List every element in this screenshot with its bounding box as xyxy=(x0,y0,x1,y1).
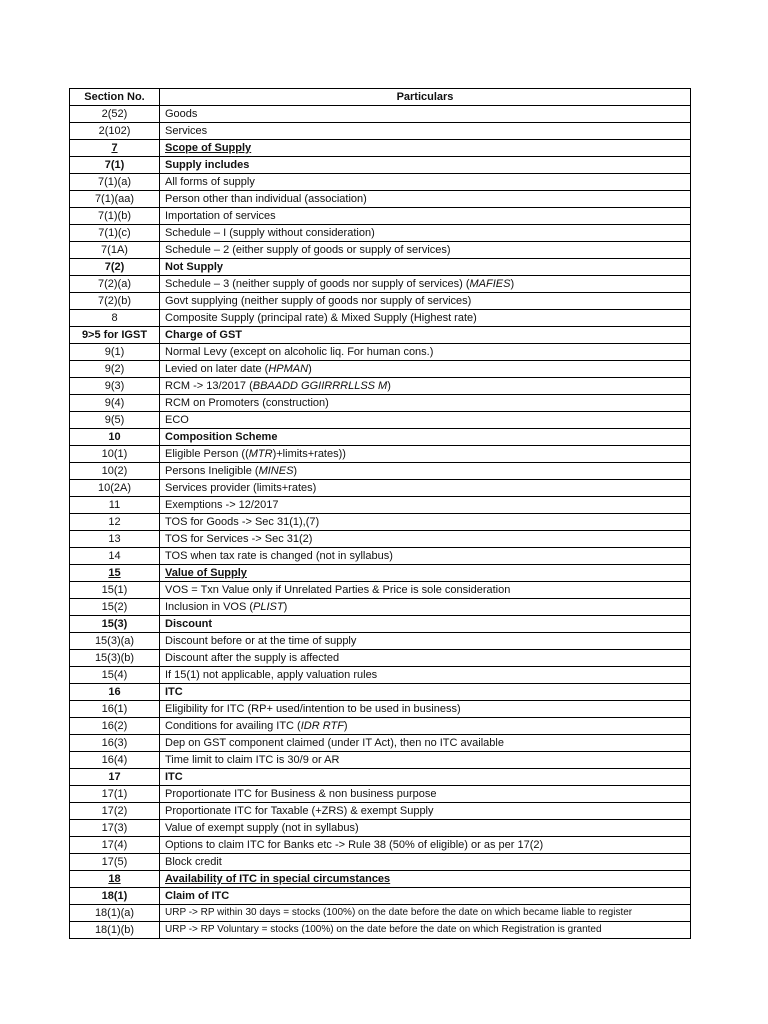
section-number-cell: 7(1)(a) xyxy=(70,174,160,191)
particulars-text: Composition Scheme xyxy=(165,431,278,443)
particulars-text: TOS for Goods -> Sec 31(1),(7) xyxy=(165,516,320,528)
particulars-text: Discount after the supply is affected xyxy=(165,652,340,664)
table-row xyxy=(70,429,691,446)
table-row xyxy=(70,446,691,463)
section-number-cell: 17(1) xyxy=(70,786,160,803)
table-row xyxy=(70,480,691,497)
particulars-cell xyxy=(160,718,691,735)
mnemonic-text: PLIST xyxy=(253,601,284,613)
section-number-cell: 9(4) xyxy=(70,395,160,412)
section-number-cell: 15 xyxy=(70,565,160,582)
mnemonic-text: MTR xyxy=(248,448,273,460)
table-row xyxy=(70,769,691,786)
particulars-text: URP -> RP Voluntary = stocks (100%) on the date before the date on which Registration is granted xyxy=(165,924,602,935)
particulars-cell xyxy=(160,480,691,497)
particulars-cell xyxy=(160,463,691,480)
table-row xyxy=(70,616,691,633)
particulars-cell xyxy=(160,701,691,718)
table-row xyxy=(70,242,691,259)
section-number-cell: 7(2) xyxy=(70,259,160,276)
particulars-text: Schedule – I (supply without consideration) xyxy=(165,227,375,239)
particulars-text: Importation of services xyxy=(165,210,276,222)
particulars-cell xyxy=(160,735,691,752)
particulars-cell xyxy=(160,140,691,157)
particulars-text: TOS for Services -> Sec 31(2) xyxy=(165,533,313,545)
section-number-cell: 17(3) xyxy=(70,820,160,837)
section-number-cell: 7(1)(aa) xyxy=(70,191,160,208)
particulars-text: Conditions for availing ITC ( xyxy=(165,720,301,732)
table-row xyxy=(70,225,691,242)
table-row xyxy=(70,259,691,276)
table-row xyxy=(70,531,691,548)
particulars-text: URP -> RP within 30 days = stocks (100%) on the date before the date on which became liable to register xyxy=(165,907,633,918)
table-row xyxy=(70,497,691,514)
mnemonic-text: BBAADD GGIIRRRLLSS M xyxy=(252,380,388,392)
section-number-cell: 16 xyxy=(70,684,160,701)
section-number-cell: 7(2)(a) xyxy=(70,276,160,293)
sections-table xyxy=(69,88,691,939)
particulars-text: ITC xyxy=(165,771,183,783)
table-row xyxy=(70,735,691,752)
section-number-cell: 7(1)(c) xyxy=(70,225,160,242)
table-row xyxy=(70,667,691,684)
particulars-text: Services xyxy=(165,125,208,137)
particulars-text: Persons Ineligible ( xyxy=(165,465,259,477)
mnemonic-text: HPMAN xyxy=(268,363,309,375)
section-number-cell: 13 xyxy=(70,531,160,548)
section-number-cell: 9>5 for IGST xyxy=(70,327,160,344)
table-row xyxy=(70,905,691,922)
section-number-cell: 15(1) xyxy=(70,582,160,599)
section-number-cell: 16(4) xyxy=(70,752,160,769)
particulars-text: Schedule – 2 (either supply of goods or supply of services) xyxy=(165,244,451,256)
particulars-text: Govt supplying (neither supply of goods nor supply of services) xyxy=(165,295,472,307)
particulars-text: Discount xyxy=(165,618,213,630)
section-number-cell: 15(3)(b) xyxy=(70,650,160,667)
table-row xyxy=(70,514,691,531)
section-number-cell: 12 xyxy=(70,514,160,531)
section-number-cell: 11 xyxy=(70,497,160,514)
table-row xyxy=(70,888,691,905)
particulars-cell xyxy=(160,310,691,327)
section-number-cell: 16(2) xyxy=(70,718,160,735)
particulars-text: Schedule – 3 (neither supply of goods nor supply of services) ( xyxy=(165,278,470,290)
particulars-text: Composite Supply (principal rate) & Mixed Supply (Highest rate) xyxy=(165,312,477,324)
section-number-cell: 9(5) xyxy=(70,412,160,429)
section-number-cell: 15(3) xyxy=(70,616,160,633)
particulars-cell xyxy=(160,837,691,854)
header-section-no: Section No. xyxy=(70,89,160,106)
section-number-cell: 14 xyxy=(70,548,160,565)
table-row xyxy=(70,650,691,667)
particulars-text: VOS = Txn Value only if Unrelated Parties & Price is sole consideration xyxy=(165,584,511,596)
section-number-cell: 18(1) xyxy=(70,888,160,905)
particulars-cell xyxy=(160,786,691,803)
particulars-text: ) xyxy=(387,380,391,392)
section-number-cell: 17(4) xyxy=(70,837,160,854)
particulars-cell xyxy=(160,344,691,361)
mnemonic-text: IDR RTF xyxy=(300,720,344,732)
section-number-cell: 15(2) xyxy=(70,599,160,616)
table-row xyxy=(70,310,691,327)
particulars-text: Proportionate ITC for Business & non business purpose xyxy=(165,788,437,800)
particulars-cell xyxy=(160,174,691,191)
particulars-cell xyxy=(160,871,691,888)
table-row xyxy=(70,548,691,565)
table-row xyxy=(70,293,691,310)
mnemonic-text: MAFIES xyxy=(469,278,511,290)
section-number-cell: 7(1A) xyxy=(70,242,160,259)
table-row xyxy=(70,463,691,480)
section-number-cell: 7(2)(b) xyxy=(70,293,160,310)
particulars-cell xyxy=(160,820,691,837)
particulars-text: ITC xyxy=(165,686,183,698)
table-row xyxy=(70,701,691,718)
particulars-text: Exemptions -> 12/2017 xyxy=(165,499,279,511)
particulars-cell xyxy=(160,769,691,786)
section-number-cell: 10 xyxy=(70,429,160,446)
particulars-cell xyxy=(160,191,691,208)
particulars-cell xyxy=(160,361,691,378)
section-number-cell: 15(3)(a) xyxy=(70,633,160,650)
table-header-row xyxy=(70,89,691,106)
particulars-text: Charge of GST xyxy=(165,329,243,341)
particulars-text: Normal Levy (except on alcoholic liq. For human cons.) xyxy=(165,346,434,358)
table-row xyxy=(70,106,691,123)
section-number-cell: 16(1) xyxy=(70,701,160,718)
particulars-text: Goods xyxy=(165,108,198,120)
particulars-text: Scope of Supply xyxy=(165,142,252,154)
particulars-text: Dep on GST component claimed (under IT Act), then no ITC available xyxy=(165,737,504,749)
mnemonic-text: MINES xyxy=(258,465,294,477)
particulars-cell xyxy=(160,225,691,242)
table-row xyxy=(70,327,691,344)
particulars-cell xyxy=(160,905,691,922)
section-number-cell: 18(1)(b) xyxy=(70,922,160,939)
table-row xyxy=(70,412,691,429)
particulars-cell xyxy=(160,684,691,701)
particulars-text: Supply includes xyxy=(165,159,250,171)
particulars-text: If 15(1) not applicable, apply valuation rules xyxy=(165,669,378,681)
particulars-cell xyxy=(160,242,691,259)
table-row xyxy=(70,718,691,735)
particulars-text: RCM on Promoters (construction) xyxy=(165,397,329,409)
table-row xyxy=(70,395,691,412)
section-number-cell: 7(1) xyxy=(70,157,160,174)
particulars-text: ) xyxy=(343,720,348,732)
table-row xyxy=(70,599,691,616)
particulars-text: Options to claim ITC for Banks etc -> Rule 38 (50% of eligible) or as per 17(2) xyxy=(165,839,544,851)
table-row xyxy=(70,344,691,361)
table-row xyxy=(70,871,691,888)
particulars-cell xyxy=(160,888,691,905)
particulars-cell xyxy=(160,514,691,531)
particulars-cell xyxy=(160,327,691,344)
table-row xyxy=(70,378,691,395)
particulars-cell xyxy=(160,599,691,616)
section-number-cell: 18(1)(a) xyxy=(70,905,160,922)
particulars-cell xyxy=(160,259,691,276)
particulars-text: Eligible Person (( xyxy=(165,448,249,460)
table-row xyxy=(70,565,691,582)
table-row xyxy=(70,157,691,174)
particulars-text: ) xyxy=(510,278,515,290)
particulars-text: Services provider (limits+rates) xyxy=(165,482,317,494)
table-row xyxy=(70,752,691,769)
particulars-text: TOS when tax rate is changed (not in syllabus) xyxy=(165,550,393,562)
particulars-text: )+limits+rates)) xyxy=(272,448,346,460)
section-number-cell: 16(3) xyxy=(70,735,160,752)
section-number-cell: 10(2) xyxy=(70,463,160,480)
particulars-cell xyxy=(160,922,691,939)
particulars-cell xyxy=(160,378,691,395)
particulars-text: ) xyxy=(308,363,312,375)
table-row xyxy=(70,633,691,650)
particulars-text: ECO xyxy=(165,414,189,426)
particulars-cell xyxy=(160,616,691,633)
particulars-cell xyxy=(160,276,691,293)
particulars-cell xyxy=(160,854,691,871)
section-number-cell: 17(5) xyxy=(70,854,160,871)
table-row xyxy=(70,820,691,837)
table-row xyxy=(70,684,691,701)
table-row xyxy=(70,361,691,378)
table-row xyxy=(70,174,691,191)
particulars-text: Block credit xyxy=(165,856,222,868)
particulars-text: Discount before or at the time of supply xyxy=(165,635,357,647)
section-number-cell: 7(1)(b) xyxy=(70,208,160,225)
section-number-cell: 9(2) xyxy=(70,361,160,378)
particulars-cell xyxy=(160,565,691,582)
table-body xyxy=(70,106,691,939)
section-number-cell: 17(2) xyxy=(70,803,160,820)
particulars-text: Proportionate ITC for Taxable (+ZRS) & exempt Supply xyxy=(165,805,434,817)
particulars-cell xyxy=(160,157,691,174)
particulars-text: Levied on later date ( xyxy=(165,363,269,375)
section-number-cell: 2(52) xyxy=(70,106,160,123)
particulars-text: All forms of supply xyxy=(165,176,255,188)
section-number-cell: 18 xyxy=(70,871,160,888)
particulars-text: Availability of ITC in special circumstances xyxy=(165,873,391,885)
header-particulars: Particulars xyxy=(160,89,691,106)
particulars-cell xyxy=(160,633,691,650)
particulars-cell xyxy=(160,548,691,565)
particulars-cell xyxy=(160,531,691,548)
particulars-cell xyxy=(160,446,691,463)
particulars-text: Inclusion in VOS ( xyxy=(165,601,254,613)
table-row xyxy=(70,854,691,871)
section-number-cell: 15(4) xyxy=(70,667,160,684)
particulars-cell xyxy=(160,667,691,684)
table-row xyxy=(70,123,691,140)
particulars-cell xyxy=(160,803,691,820)
particulars-cell xyxy=(160,412,691,429)
particulars-cell xyxy=(160,582,691,599)
table-row xyxy=(70,582,691,599)
particulars-text: Time limit to claim ITC is 30/9 or AR xyxy=(165,754,340,766)
table-row xyxy=(70,140,691,157)
particulars-cell xyxy=(160,497,691,514)
table-row xyxy=(70,803,691,820)
particulars-cell xyxy=(160,293,691,310)
table-row xyxy=(70,276,691,293)
particulars-cell xyxy=(160,752,691,769)
particulars-text: ) xyxy=(283,601,288,613)
particulars-text: Eligibility for ITC (RP+ used/intention to be used in business) xyxy=(165,703,461,715)
particulars-text: Claim of ITC xyxy=(165,890,230,902)
particulars-cell xyxy=(160,106,691,123)
section-number-cell: 7 xyxy=(70,140,160,157)
particulars-cell xyxy=(160,123,691,140)
particulars-text: RCM -> 13/2017 ( xyxy=(165,380,253,392)
particulars-cell xyxy=(160,650,691,667)
section-number-cell: 9(1) xyxy=(70,344,160,361)
particulars-text: Person other than individual (association) xyxy=(165,193,367,205)
table-row xyxy=(70,837,691,854)
particulars-text: Not Supply xyxy=(165,261,224,273)
table-row xyxy=(70,191,691,208)
section-number-cell: 10(1) xyxy=(70,446,160,463)
section-number-cell: 8 xyxy=(70,310,160,327)
particulars-cell xyxy=(160,429,691,446)
section-number-cell: 2(102) xyxy=(70,123,160,140)
particulars-text: Value of Supply xyxy=(165,567,247,579)
section-number-cell: 10(2A) xyxy=(70,480,160,497)
particulars-cell xyxy=(160,395,691,412)
section-number-cell: 17 xyxy=(70,769,160,786)
particulars-text: ) xyxy=(293,465,298,477)
table-row xyxy=(70,786,691,803)
table-row xyxy=(70,208,691,225)
section-number-cell: 9(3) xyxy=(70,378,160,395)
table-row xyxy=(70,922,691,939)
particulars-cell xyxy=(160,208,691,225)
particulars-text: Value of exempt supply (not in syllabus) xyxy=(165,822,359,834)
